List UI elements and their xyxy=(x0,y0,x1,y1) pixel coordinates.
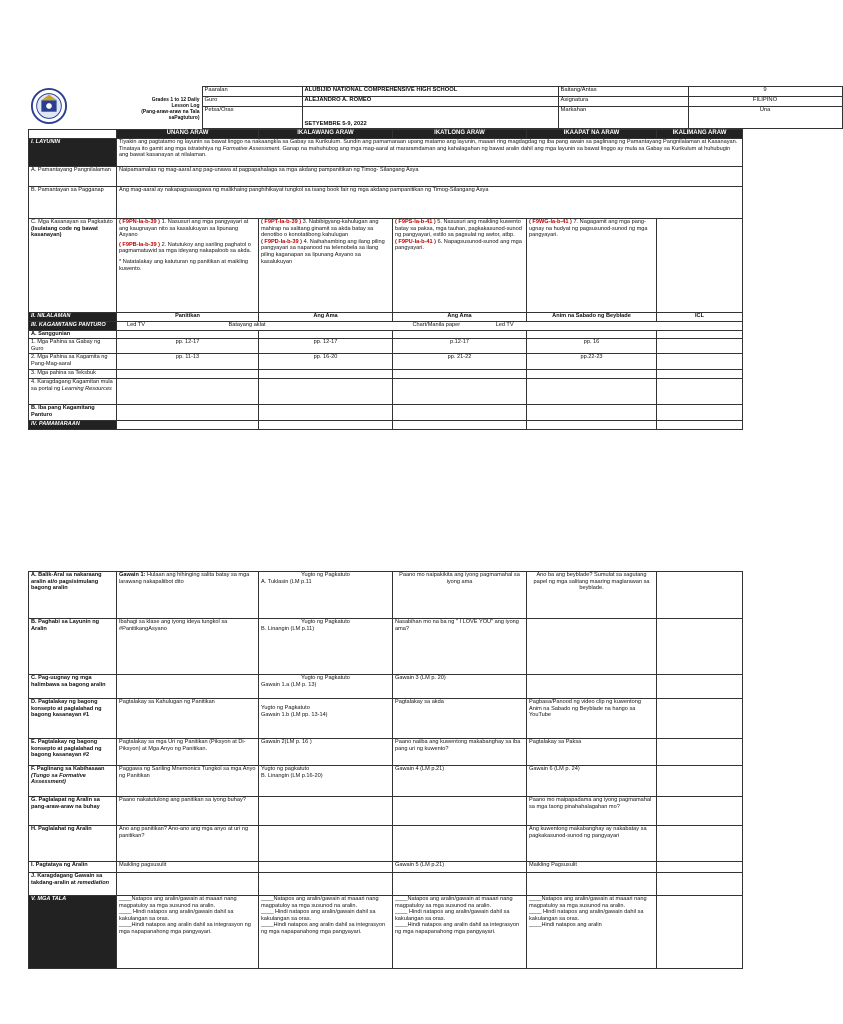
doc-title-line: Grades 1 to 12 Daily xyxy=(151,96,200,103)
kagamitang-mag-aaral-day-5 xyxy=(657,354,743,370)
procedure-row-i xyxy=(29,862,743,873)
procedure-e-day-5 xyxy=(657,739,743,766)
nilalaman-day-2: Ang Ama xyxy=(259,313,393,322)
procedure-f-label xyxy=(29,766,117,797)
baitang-label: Baitang/Antas xyxy=(558,87,688,97)
day-4-header: IKAAPAT NA ARAW xyxy=(527,130,657,139)
doc-title xyxy=(116,87,202,129)
kasanayan-label xyxy=(29,219,117,313)
day-header-row xyxy=(29,130,743,139)
tala-line: ____ Hindi natapos ang aralin/gawain dahil sa kakulangan sa oras. xyxy=(395,909,510,922)
procedure-a-day-3: Paano mo naipakikita ang iyong pagmamahal sa iyong ama xyxy=(393,572,527,619)
tala-line: ____Hindi natapos ang aralin xyxy=(529,922,602,929)
mga-tala-day-2 xyxy=(259,896,393,969)
mga-tala-row xyxy=(29,896,743,969)
tala-line: ____Natapos ang aralin/gawain at maaari nang magpatuloy sa mga susunod na aralin. xyxy=(395,896,513,909)
competency-text: 2. Natutukoy ang sariling paghatol o pagmamatuwid sa mga ideyang nakapaloob sa akda. xyxy=(119,241,252,255)
procedure-j-label-part: J. Karagdagang Gawain sa takdang-aralin at xyxy=(31,873,103,886)
kasanayan-label-line: (Isulatang code ng bawat kasanayan) xyxy=(31,225,98,239)
procedure-row-g xyxy=(29,797,743,826)
kasanayan-row xyxy=(29,219,743,313)
procedure-j-label-emphasis: remediation xyxy=(77,879,110,886)
procedure-g-day-2 xyxy=(259,797,393,826)
procedure-row-b xyxy=(29,619,743,675)
procedure-f-day-5 xyxy=(657,766,743,797)
paaralan-value: ALUBIJID NATIONAL COMPREHENSIVE HIGH SCHOOL xyxy=(302,87,558,97)
procedure-d-label: D. Pagtalakay ng bagong konsepto at paglalahad ng bagong kasanayan #1 xyxy=(29,699,117,739)
pamantayan-sa-pagganap-row xyxy=(29,187,743,219)
procedure-text: A. Tuklasin (LM p.11 xyxy=(261,578,312,585)
nilalaman-label: II. NILALAMAN xyxy=(29,313,117,322)
pamantayang-pangnilalaman-text: Naipamamalas ng mag-aaral ang pag-unawa at pagpapahalaga sa mga akdang pampanitikan ng Timog- Silangang Asya xyxy=(117,167,743,187)
procedure-b-day-4 xyxy=(527,619,657,675)
procedure-d-day-3: Pagtalakay sa akda xyxy=(393,699,527,739)
tala-line: ____ Hindi natapos ang aralin/gawain dahil sa kakulangan sa oras. xyxy=(261,909,376,922)
procedure-f-label-emphasis: (Tungo sa Formative Assessment) xyxy=(31,772,86,786)
material-item: Led TV xyxy=(495,322,514,328)
doc-title-line: Lesson Log xyxy=(171,102,200,109)
asignatura-value: FILIPINO xyxy=(688,97,842,107)
procedure-i-day-3: Gawain 5 (LM p.21) xyxy=(393,862,527,873)
procedure-i-day-4: Maikling Pagsusulit xyxy=(527,862,657,873)
pamantayan-sa-pagganap-label: B. Pamantayan sa Pagganap xyxy=(29,187,117,219)
competency-code: ( F9PD-Ia-b-39 ) xyxy=(261,238,303,245)
procedure-i-day-2 xyxy=(259,862,393,873)
lesson-log-top-table xyxy=(28,86,843,129)
mga-tala-day-3 xyxy=(393,896,527,969)
competency-code: ( F9PU-Ia-b-41 ) xyxy=(395,238,437,245)
procedure-c-day-5 xyxy=(657,675,743,699)
procedure-e-label: E. Pagtalakay ng bagong konsepto at paglalahad ng bagong kasanayan #2 xyxy=(29,739,117,766)
markahan-label: Markahan xyxy=(558,107,688,129)
competency-text: 4. Naihahambing ang ilang piling pangyayari sa napanood na telenobela sa ilang piling kaganapan sa lipunang Asyano sa kasalukuyan xyxy=(261,238,385,265)
procedure-row-d xyxy=(29,699,743,739)
competency-text: 6. Napagsusunod-sunod ang mga pangyayari. xyxy=(395,238,522,252)
day-5-header: IKALIMANG ARAW xyxy=(657,130,743,139)
layunin-row xyxy=(29,139,743,167)
procedure-c-day-1 xyxy=(117,675,259,699)
procedure-text: Yugto ng Pagkatuto xyxy=(301,619,350,625)
gabay-day-2: pp. 12-17 xyxy=(259,339,393,354)
procedure-h-day-4: Ang kuwentong makabanghay ay nakabatay sa pagkakasunod-sunod ng pangyayari xyxy=(527,826,657,862)
procedure-f-day-2 xyxy=(259,766,393,797)
mga-tala-day-5 xyxy=(657,896,743,969)
competency-text: 3. Nabibigyang-kahulugan ang mahirap na salitang ginamit sa akda batay sa denotibo o konotatibong kahulugan xyxy=(261,219,379,239)
deped-seal-icon xyxy=(30,87,68,125)
karagdagang-label xyxy=(29,379,117,405)
procedure-h-day-5 xyxy=(657,826,743,862)
procedure-i-day-5 xyxy=(657,862,743,873)
tala-line: ____Hindi natapos ang aralin dahil sa integrasyon ng mga napapanahong mga pangyayari. xyxy=(395,922,520,935)
iba-pang-label: B. Iba pang Kagamitang Panturo xyxy=(29,405,117,421)
paaralan-label: Paaralan xyxy=(202,87,302,97)
karagdagang-row xyxy=(29,379,743,405)
iba-pang-row xyxy=(29,405,743,421)
competency-code: ( F9PN-Ia-b-39 ) xyxy=(119,219,161,225)
nilalaman-day-3: Ang Ama xyxy=(393,313,527,322)
nilalaman-day-1: Panitikan xyxy=(117,313,259,322)
tala-line: ____ Hindi natapos ang aralin/gawain dahil sa kakulangan sa oras. xyxy=(529,909,644,922)
deped-seal-cell xyxy=(28,87,116,129)
procedure-h-day-1: Ano ang panitikan? Ano-ano ang mga anyo at uri ng panitikan? xyxy=(117,826,259,862)
mga-tala-day-1 xyxy=(117,896,259,969)
procedure-f-day-3: Gawain 4 (LM p.21) xyxy=(393,766,527,797)
procedure-f-day-1: Paggawa ng Sariling Mnemonics Tungkol sa mga Anyo ng Panitikan xyxy=(117,766,259,797)
kasanayan-day-5 xyxy=(657,219,743,313)
procedure-d-day-2 xyxy=(259,699,393,739)
tala-line: ____Hindi natapos ang aralin dahil sa integrasyon ng mga napapanahong mga pangyayari. xyxy=(261,922,386,935)
procedure-g-day-5 xyxy=(657,797,743,826)
kasanayan-label-line: C. Mga Kasanayan sa Pagkatuto xyxy=(31,219,113,225)
material-item: Led TV xyxy=(127,322,145,328)
procedure-h-label: H. Paglalahat ng Aralin xyxy=(29,826,117,862)
kagamitang-mag-aaral-day-3: pp. 21-22 xyxy=(393,354,527,370)
procedure-b-label: B. Paghabi sa Layunin ng Aralin xyxy=(29,619,117,675)
tala-line: ____Natapos ang aralin/gawain at maaari nang magpatuloy sa mga susunod na aralin. xyxy=(261,896,379,909)
tala-line: ____Natapos ang aralin/gawain at maaari nang magpatuloy sa mga susunod na aralin. xyxy=(529,896,647,909)
procedure-c-day-3: Gawain 3 (LM p. 20) xyxy=(393,675,527,699)
competency-text: 5. Nasusuri ang maikling kuwento batay sa paksa, mga tauhan, pagkakasunod-sunod ng pangyayari, estilo sa pagsulat ng awtor, atbp. xyxy=(395,219,522,239)
procedure-b-day-3: Nasabihan mo na ba ng " I LOVE YOU" ang iyong ama? xyxy=(393,619,527,675)
nilalaman-day-5: ICL xyxy=(657,313,743,322)
procedure-a-day-1-bold: Gawain 1: xyxy=(119,572,146,578)
procedure-f-label-part: F. Paglinang sa Kabihasaan xyxy=(31,766,105,772)
procedure-text: B. Linangin (LM p.11) xyxy=(261,625,315,632)
petsa-label: Petsa/Oras xyxy=(202,107,302,129)
layunin-text-emphasis: Formative Assessment. xyxy=(222,145,281,152)
procedure-a-day-1-text: Hulaan ang hihinging salita batay sa mga larawang nakapaliibot dito xyxy=(119,572,250,585)
procedure-row-j xyxy=(29,873,743,896)
gabay-day-3: p.12-17 xyxy=(393,339,527,354)
layunin-text xyxy=(117,139,743,167)
procedure-c-day-4 xyxy=(527,675,657,699)
competency-code: ( F9PB-Ia-b-39 ) xyxy=(119,241,161,248)
procedure-row-e xyxy=(29,739,743,766)
procedure-a-day-2 xyxy=(259,572,393,619)
gabay-day-4: pp. 16 xyxy=(527,339,657,354)
kagamitang-materials-2 xyxy=(393,322,743,331)
pamantayang-pangnilalaman-row xyxy=(29,167,743,187)
gabay-row xyxy=(29,339,743,354)
procedure-row-a xyxy=(29,572,743,619)
petsa-value: SETYEMBRE 5-9, 2022 xyxy=(302,107,558,129)
kagamitang-mag-aaral-label: 2. Mga Pahina sa Kagamita ng Pang-Mag-aaral xyxy=(29,354,117,370)
competency-code: ( F9PS-Ia-b-41 ) xyxy=(395,219,436,225)
baitang-value: 9 xyxy=(688,87,842,97)
sanggunian-row xyxy=(29,331,743,339)
procedure-text: Gawain 1.a (LM p. 13) xyxy=(261,681,317,688)
competency-text: 7. Nagagamit ang mga pang-ugnay na hudyat ng pagsusunod-sunod ng mga pangyayari. xyxy=(529,219,648,239)
day-3-header: IKATLONG ARAW xyxy=(393,130,527,139)
kagamitang-materials-1 xyxy=(117,322,393,331)
gabay-day-5 xyxy=(657,339,743,354)
procedure-e-day-2: Gawain 2(LM p. 16 ) xyxy=(259,739,393,766)
procedure-c-day-2 xyxy=(259,675,393,699)
doc-title-line: (Pang-araw-araw na Tala saPagtuturo) xyxy=(141,108,200,122)
pamamaraan-row xyxy=(29,421,743,430)
procedure-h-day-2 xyxy=(259,826,393,862)
kagamitang-mag-aaral-day-2: pp. 16-20 xyxy=(259,354,393,370)
competency-text: * Natatalakay ang katuturan ng panitikan at maikling kuwento. xyxy=(119,258,249,272)
procedure-row-c xyxy=(29,675,743,699)
sanggunian-label: A. Sanggunian xyxy=(29,331,117,339)
procedure-c-label: C. Pag-uugnay ng mga halimbawa sa bagong aralin xyxy=(29,675,117,699)
procedure-d-day-5 xyxy=(657,699,743,739)
competency-code: ( F9WG-Ia-b-41 ) xyxy=(529,219,572,225)
teksbuk-label: 3. Mga pahina sa Teksbuk xyxy=(29,370,117,379)
procedure-d-day-1: Pagtalakay sa Kahulugan ng Panitikan xyxy=(117,699,259,739)
procedure-row-h xyxy=(29,826,743,862)
karagdagang-label-part: 4. Karagdagang Kagamitan mula sa portal ng xyxy=(31,379,113,392)
day-1-header: UNANG ARAW xyxy=(117,130,259,139)
day-2-header: IKALAWANG ARAW xyxy=(259,130,393,139)
lesson-log-procedure xyxy=(28,571,742,969)
pamantayan-sa-pagganap-text: Ang mag-aaral ay nakapagsasagawa ng malikhaing panghihikayat tungkol sa isang book fair ng mga akdang pampanitikan ng Timog-Silangang Asya xyxy=(117,187,743,219)
guro-value: ALEJANDRO A. ROMEO xyxy=(302,97,558,107)
gabay-day-1: pp. 12-17 xyxy=(117,339,259,354)
layunin-text-part: Tiyakin ang pagtatamo ng layunin sa bawat linggo na nakaangkla sa Gabay sa Kurikulum. Sundin ang pamamaraan upang matamo ang layunin, maaari ring magdagdag ng iba pang awain sa paglinang ng Pamantayang Pangnilalaman at Kasanayan. Tinataya ito gamit ang mga istratehiya ng xyxy=(119,139,738,152)
tala-line: ____Hindi natapos ang aralin dahil sa integrasyon ng mga napapanahong mga pangyayari. xyxy=(119,922,251,935)
kagamitang-mag-aaral-day-4: pp.22-23 xyxy=(527,354,657,370)
nilalaman-row xyxy=(29,313,743,322)
kasanayan-day-3 xyxy=(393,219,527,313)
procedure-b-day-2 xyxy=(259,619,393,675)
procedure-e-day-3: Paano naiiba ang kuwentong makabanghay sa iba pang uri ng kuwento? xyxy=(393,739,527,766)
procedure-a-day-4: Ano ba ang beyblade? Sumulat sa sagutang papel ng mga salitang maaring maglarawan sa beyblade. xyxy=(527,572,657,619)
procedure-i-label: I. Pagtataya ng Aralin xyxy=(29,862,117,873)
layunin-text-part: Ganap na mahuhubog ang mga mag-aaral at mararamdaman ang kahalagahan ng bawat aralin dahil ang mga layunin sa bawat linggo ay mula sa Gabay sa Kurikulum at huhubugin ang bawat kasanayan at nilalaman. xyxy=(119,145,731,159)
asignatura-label: Asignatura xyxy=(558,97,688,107)
kagamitang-label: III. KAGAMITANG PANTURO xyxy=(29,322,117,331)
procedure-table xyxy=(28,571,743,969)
procedure-a-label: A. Balik-Aral sa nakaraang aralin at/o pagsisimulang bagong aralin xyxy=(29,572,117,619)
procedure-text: Gawain 1.b (LM pp. 13-14) xyxy=(261,711,328,718)
gabay-label: 1. Mga Pahina sa Gabay ng Guro xyxy=(29,339,117,354)
guro-label: Guro xyxy=(202,97,302,107)
procedure-e-day-1: Pagtalakay sa mga Uri ng Panitikan (Piksyon at Di-Piksyon) at Mga Anyo ng Panitikan. xyxy=(117,739,259,766)
procedure-text: Yugto ng Pagkatuto xyxy=(261,705,310,711)
lesson-log-objectives xyxy=(28,129,743,430)
kagamitang-mag-aaral-row xyxy=(29,354,743,370)
kagamitang-row xyxy=(29,322,743,331)
procedure-b-day-5 xyxy=(657,619,743,675)
layunin-label: I. LAYUNIN xyxy=(29,139,117,167)
procedure-row-f xyxy=(29,766,743,797)
nilalaman-day-4: Anim na Sabado ng Beyblade xyxy=(527,313,657,322)
procedure-e-day-4: Pagtalakay sa Paksa xyxy=(527,739,657,766)
procedure-b-day-1: Ibahagi sa klase ang iyong ideya tungkol sa #PanitikangAsyano xyxy=(117,619,259,675)
procedure-text: Yugto ng Pagkatuto xyxy=(301,675,350,681)
procedure-d-day-4: Pagbasa/Panood ng video clip ng kuwentong Anim na Sabado ng Beyblade na hango sa YouTube xyxy=(527,699,657,739)
markahan-value: Una xyxy=(688,107,842,129)
teksbuk-row xyxy=(29,370,743,379)
procedure-f-day-4: Gawain 6 (LM p. 24) xyxy=(527,766,657,797)
kasanayan-day-2 xyxy=(259,219,393,313)
procedure-a-day-1 xyxy=(117,572,259,619)
procedure-g-day-3 xyxy=(393,797,527,826)
kasanayan-day-1 xyxy=(117,219,259,313)
pamamaraan-label: IV. PAMAMARAAN xyxy=(29,421,117,430)
kagamitang-mag-aaral-day-1: pp. 11-13 xyxy=(117,354,259,370)
karagdagang-label-emphasis: Learning Resources xyxy=(61,385,112,392)
competency-code: ( F9PT-Ia-b-39 ) xyxy=(261,219,302,225)
procedure-a-day-5 xyxy=(657,572,743,619)
procedure-g-day-4: Paano mo maipapadama ang iyong pagmamahal sa mga taong pinahahalagahan mo? xyxy=(527,797,657,826)
mga-tala-label: V. MGA TALA xyxy=(29,896,117,969)
procedure-i-day-1: Maikling pagsusulit xyxy=(117,862,259,873)
lesson-log-top xyxy=(28,86,778,430)
material-item: Batayang aklat xyxy=(228,322,266,328)
procedure-j-label xyxy=(29,873,117,896)
procedure-g-label: G. Paglalapat ng Aralin sa pang-araw-araw na buhay xyxy=(29,797,117,826)
kasanayan-day-4 xyxy=(527,219,657,313)
mga-tala-day-4 xyxy=(527,896,657,969)
material-item: Chart/Manila paper xyxy=(412,322,461,328)
pamantayang-pangnilalaman-label: A. Pamantayang Pangnilalaman xyxy=(29,167,117,187)
procedure-text: B. Linangin (LM p.16-20) xyxy=(261,772,323,779)
procedure-text: Yugto ng Pagkatuto xyxy=(301,572,350,578)
procedure-h-day-3 xyxy=(393,826,527,862)
procedure-text: Yugto ng pagkatuto xyxy=(261,766,310,772)
tala-line: ____ Hindi natapos ang aralin/gawain dahil sa kakulangan sa oras. xyxy=(119,909,234,922)
tala-line: ____Natapos ang aralin/gawain at maaari nang magpatuloy sa mga susunod na aralin. xyxy=(119,896,237,909)
competency-text: 1. Nasusuri ang mga pangyayari at ang kaugnayan nito sa kasalukuyan sa lipunang Asyano xyxy=(119,219,249,239)
procedure-g-day-1: Paano nakatutulong ang panitikan sa iyong buhay? xyxy=(117,797,259,826)
